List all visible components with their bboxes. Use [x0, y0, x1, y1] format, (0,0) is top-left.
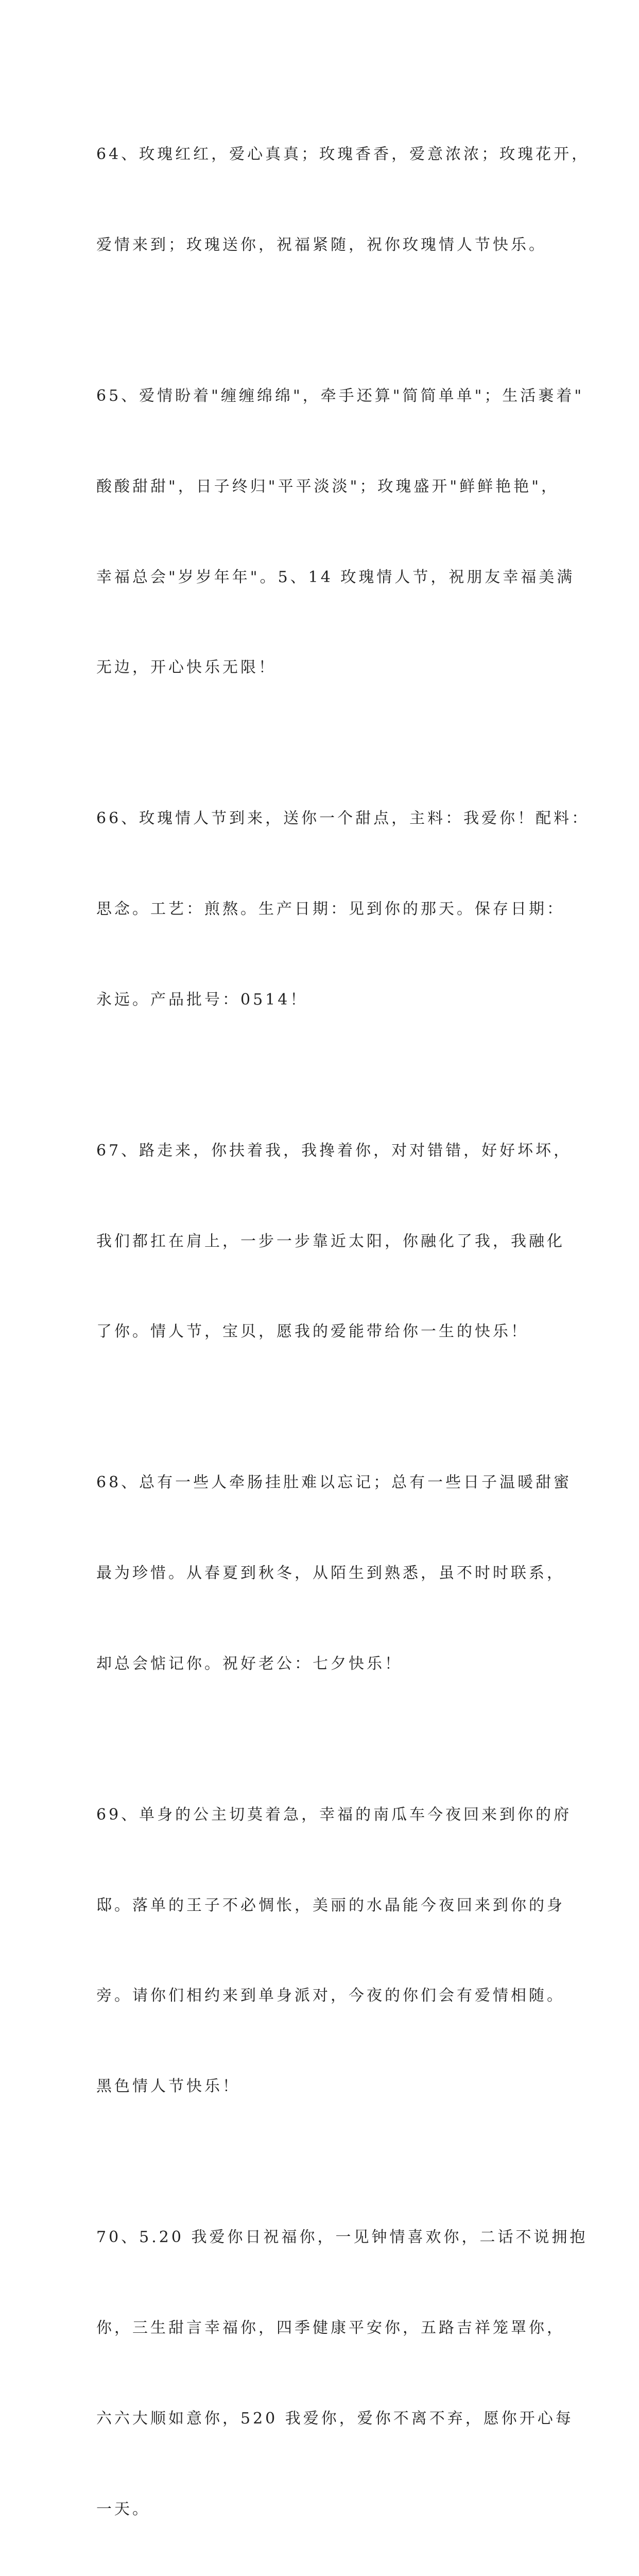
text-line: 64、玫瑰红红，爱心真真；玫瑰香香，爱意浓浓；玫瑰花开， — [96, 145, 590, 164]
text-line: 70、5.20 我爱你日祝福你，一见钟情喜欢你，二话不说拥抱 — [96, 2228, 588, 2247]
text-line: 了你。情人节，宝贝，愿我的爱能带给你一生的快乐！ — [96, 1323, 529, 1341]
text-line: 旁。请你们相约来到单身派对，今夜的你们会有爱情相随。 — [96, 1987, 565, 2005]
paragraph-70 — [96, 2162, 588, 2576]
text-line: 幸福总会"岁岁年年"。5、14 玫瑰情人节，祝朋友幸福美满 — [96, 568, 575, 586]
text-line: 65、爱情盼着"缠缠绵绵"，牵手还算"简简单单"；生活裹着" — [96, 386, 584, 405]
text-line: 黑色情人节快乐！ — [96, 2077, 240, 2096]
paragraph-69 — [96, 1740, 572, 2162]
text-line: 68、总有一些人牵肠挂肚难以忘记；总有一些日子温暖甜蜜 — [96, 1473, 572, 1492]
text-line: 六六大顺如意你，520 我爱你，爱你不离不弃，愿你开心每 — [96, 2409, 574, 2428]
paragraph-64 — [96, 79, 590, 321]
text-line: 却总会惦记你。祝好老公：七夕快乐！ — [96, 1654, 403, 1673]
paragraph-65 — [96, 321, 584, 743]
text-line: 我们都扛在肩上，一步一步靠近太阳，你融化了我，我融化 — [96, 1232, 565, 1250]
paragraph-67 — [96, 1076, 572, 1408]
text-line: 67、路走来，你扶着我，我搀着你，对对错错，好好坏坏， — [96, 1141, 572, 1160]
document-body — [96, 79, 590, 2576]
text-line: 你，三生甜言幸福你，四季健康平安你，五路吉祥笼罩你， — [96, 2318, 565, 2337]
text-line: 永远。产品批号：0514！ — [96, 990, 308, 1009]
text-line: 邸。落单的王子不必惆怅，美丽的水晶能今夜回来到你的身 — [96, 1896, 565, 1914]
text-line: 最为珍惜。从春夏到秋冬，从陌生到熟悉，虽不时时联系， — [96, 1564, 565, 1583]
text-line: 思念。工艺：煎熬。生产日期：见到你的那天。保存日期： — [96, 900, 565, 919]
text-line: 无边，开心快乐无限！ — [96, 658, 277, 677]
text-line: 爱情来到；玫瑰送你，祝福紧随，祝你玫瑰情人节快乐。 — [96, 235, 547, 254]
paragraph-66 — [96, 743, 590, 1076]
text-line: 一天。 — [96, 2500, 150, 2518]
text-line: 69、单身的公主切莫着急，幸福的南瓜车今夜回来到你的府 — [96, 1805, 572, 1824]
paragraph-68 — [96, 1408, 572, 1740]
text-line: 酸酸甜甜"，日子终归"平平淡淡"；玫瑰盛开"鲜鲜艳艳"， — [96, 477, 559, 496]
text-line: 66、玫瑰情人节到来，送你一个甜点，主料：我爱你！配料： — [96, 809, 590, 828]
